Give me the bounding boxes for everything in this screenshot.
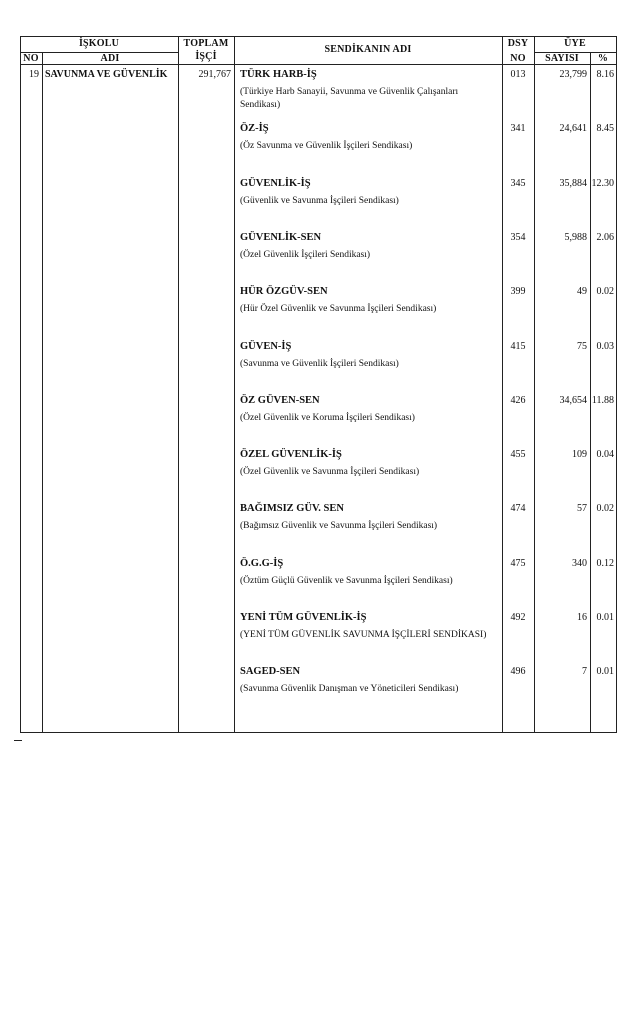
col-border-toplam xyxy=(234,36,235,733)
col-border-right xyxy=(616,36,617,733)
header-bottom-border xyxy=(20,64,616,65)
col-border-sendika xyxy=(502,36,503,733)
union-dsy-no: 415 xyxy=(510,341,526,352)
col-border-adi xyxy=(178,36,179,733)
union-dsy-no: 341 xyxy=(510,123,526,134)
union-name: GÜVENLİK-SEN xyxy=(240,232,322,243)
union-member-percent: 0.02 xyxy=(596,286,614,297)
col-border-sayisi xyxy=(590,52,591,733)
union-member-count: 23,799 xyxy=(559,69,587,80)
union-full-name: (Öztüm Güçlü Güvenlik ve Savunma İşçileri Sendikası) xyxy=(240,576,453,586)
union-member-count: 24,641 xyxy=(559,123,587,134)
header-sendikanin-adi: SENDİKANIN ADI xyxy=(324,44,412,55)
union-member-percent: 12.30 xyxy=(591,178,614,189)
union-dsy-no: 475 xyxy=(510,558,526,569)
table-top-border xyxy=(20,36,616,37)
sector-no: 19 xyxy=(29,69,39,80)
union-name: GÜVENLİK-İŞ xyxy=(240,178,311,189)
union-member-percent: 8.45 xyxy=(596,123,614,134)
union-member-count: 57 xyxy=(577,503,587,514)
union-full-name: (Savunma Güvenlik Danışman ve Yöneticileri Sendikası) xyxy=(240,684,459,694)
union-name: GÜVEN-İŞ xyxy=(240,341,292,352)
union-name: BAĞIMSIZ GÜV. SEN xyxy=(240,503,344,514)
union-full-name: (Özel Güvenlik ve Koruma İşçileri Sendikası) xyxy=(240,413,415,423)
header-isci: İŞÇİ xyxy=(195,51,217,62)
union-member-count: 49 xyxy=(577,286,587,297)
union-member-count: 75 xyxy=(577,341,587,352)
union-member-count: 34,654 xyxy=(559,395,587,406)
union-name: Ö.G.G-İŞ xyxy=(240,558,284,569)
union-member-percent: 2.06 xyxy=(596,232,614,243)
union-full-name: (Savunma ve Güvenlik İşçileri Sendikası) xyxy=(240,359,399,369)
union-full-name: (Güvenlik ve Savunma İşçileri Sendikası) xyxy=(240,196,399,206)
header-toplam: TOPLAM xyxy=(183,38,229,49)
union-dsy-no: 354 xyxy=(510,232,526,243)
union-member-percent: 0.01 xyxy=(596,612,614,623)
union-member-count: 109 xyxy=(572,449,587,460)
header-dsy: DSY xyxy=(507,38,529,49)
union-member-percent: 0.02 xyxy=(596,503,614,514)
union-member-percent: 0.03 xyxy=(596,341,614,352)
header-no: NO xyxy=(23,53,39,64)
union-member-percent: 0.01 xyxy=(596,666,614,677)
union-name: YENİ TÜM GÜVENLİK-İŞ xyxy=(240,612,367,623)
union-name: ÖZ GÜVEN-SEN xyxy=(240,395,320,406)
union-member-count: 7 xyxy=(582,666,587,677)
union-full-name: (Özel Güvenlik İşçileri Sendikası) xyxy=(240,250,371,260)
union-member-count: 340 xyxy=(572,558,587,569)
header-percent: % xyxy=(597,53,609,64)
header-uye: ÜYE xyxy=(564,38,586,49)
union-full-name: (Öz Savunma ve Güvenlik İşçileri Sendikası) xyxy=(240,141,413,151)
union-full-name: (Türkiye Harb Sanayii, Savunma ve Güvenlik Çalışanları Sendikası) xyxy=(240,87,459,110)
union-name: TÜRK HARB-İŞ xyxy=(240,69,317,80)
union-member-percent: 11.88 xyxy=(591,395,614,406)
union-dsy-no: 474 xyxy=(510,503,526,514)
sector-name: SAVUNMA VE GÜVENLİK xyxy=(45,69,168,80)
union-dsy-no: 399 xyxy=(510,286,526,297)
union-member-percent: 0.12 xyxy=(596,558,614,569)
col-border-no xyxy=(42,52,43,733)
union-member-percent: 8.16 xyxy=(596,69,614,80)
union-member-count: 16 xyxy=(577,612,587,623)
col-border-dsy xyxy=(534,36,535,733)
edge-mark xyxy=(14,740,22,741)
union-full-name: (YENİ TÜM GÜVENLİK SAVUNMA İŞÇİLERİ SENDİKASI) xyxy=(240,630,487,640)
union-full-name: (Hür Özel Güvenlik ve Savunma İşçileri Sendikası) xyxy=(240,304,437,314)
union-dsy-no: 426 xyxy=(510,395,526,406)
union-dsy-no: 013 xyxy=(510,69,526,80)
union-dsy-no: 455 xyxy=(510,449,526,460)
union-dsy-no: 496 xyxy=(510,666,526,677)
union-name: SAGED-SEN xyxy=(240,666,301,677)
union-member-percent: 0.04 xyxy=(596,449,614,460)
union-dsy-no: 492 xyxy=(510,612,526,623)
header-iskolu: İŞKOLU xyxy=(78,38,120,49)
union-dsy-no: 345 xyxy=(510,178,526,189)
union-member-count: 5,988 xyxy=(564,232,587,243)
table-bottom-border xyxy=(20,732,616,733)
union-name: ÖZ-İŞ xyxy=(240,123,269,134)
sector-total-workers: 291,767 xyxy=(198,69,231,80)
header-adi: ADI xyxy=(100,53,120,64)
union-name: HÜR ÖZGÜV-SEN xyxy=(240,286,328,297)
col-border-left xyxy=(20,36,21,733)
union-full-name: (Bağımsız Güvenlik ve Savunma İşçileri Sendikası) xyxy=(240,521,438,531)
header-sayisi: SAYISI xyxy=(545,53,579,64)
union-full-name: (Özel Güvenlik ve Savunma İşçileri Sendikası) xyxy=(240,467,420,477)
header-dsy-no: NO xyxy=(510,53,526,64)
union-name: ÖZEL GÜVENLİK-İŞ xyxy=(240,449,342,460)
union-member-count: 35,884 xyxy=(559,178,587,189)
